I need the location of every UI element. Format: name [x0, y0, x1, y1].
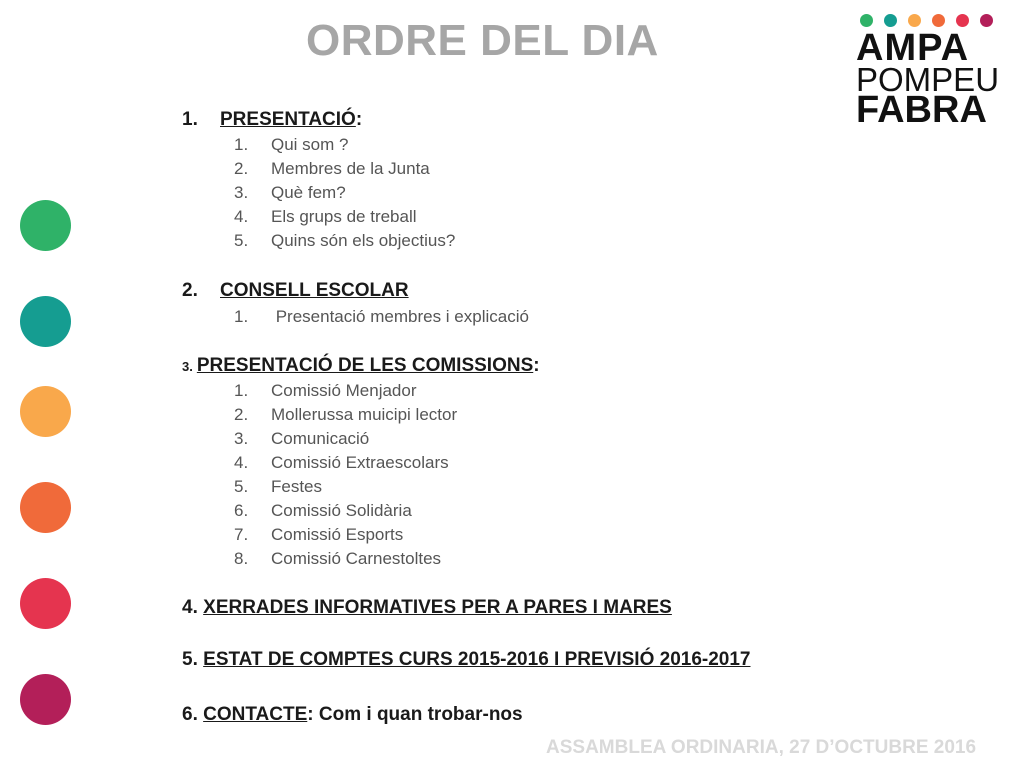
item-number: 4.	[234, 453, 249, 472]
list-item	[234, 159, 430, 179]
list-item	[234, 231, 455, 251]
logo-dot	[860, 14, 873, 27]
list-item	[234, 549, 441, 569]
section-heading: XERRADES INFORMATIVES PER A PARES I MARES	[203, 597, 672, 618]
section-suffix: : Com i quan trobar-nos	[307, 704, 523, 725]
section-number: 4.	[182, 597, 198, 618]
section-xerrades	[182, 597, 672, 619]
item-number: 1.	[234, 135, 249, 154]
section-number: 2.	[182, 280, 198, 301]
list-item	[234, 183, 346, 203]
item-number: 3.	[234, 183, 249, 202]
logo-dot	[956, 14, 969, 27]
logo-dots	[860, 14, 996, 27]
item-text: Festes	[271, 477, 323, 496]
section-presentacio	[182, 109, 362, 131]
item-text: Quins són els objectius?	[271, 231, 456, 250]
section-number: 6.	[182, 704, 198, 725]
item-number: 7.	[234, 525, 249, 544]
ampa-logo	[856, 14, 1000, 131]
item-text: Mollerussa muicipi lector	[271, 405, 458, 424]
item-number: 8.	[234, 549, 249, 568]
section-comissions	[182, 355, 540, 377]
section-contacte	[182, 704, 523, 726]
decorative-dot	[20, 674, 71, 725]
item-text: Comissió Menjador	[271, 381, 417, 400]
logo-line-2: POMPEU	[856, 61, 1000, 98]
section-heading: PRESENTACIÓ DE LES COMISSIONS	[196, 355, 534, 376]
decorative-dot	[20, 296, 71, 347]
logo-line-1: AMPA	[856, 27, 970, 69]
section-suffix: :	[533, 355, 540, 376]
item-text: Els grups de treball	[271, 207, 417, 226]
section-estat-comptes	[182, 649, 751, 671]
list-item	[234, 405, 457, 425]
logo-line-3: FABRA	[856, 89, 987, 131]
item-number: 4.	[234, 207, 249, 226]
section-consell-escolar	[182, 280, 409, 302]
section-number: 1.	[182, 109, 198, 130]
logo-dot	[884, 14, 897, 27]
item-number: 5.	[234, 477, 249, 496]
item-number: 3.	[234, 429, 249, 448]
decorative-dot	[20, 578, 71, 629]
page-title: ORDRE DEL DIA	[306, 16, 659, 65]
item-number: 1.	[234, 381, 249, 400]
list-item	[234, 307, 529, 327]
item-text: Membres de la Junta	[271, 159, 430, 178]
item-text: Comissió Carnestoltes	[271, 549, 442, 568]
item-text: Presentació membres i explicació	[271, 307, 529, 326]
item-number: 1.	[234, 307, 249, 326]
item-text: Comissió Esports	[271, 525, 404, 544]
section-number: 3.	[182, 359, 193, 374]
logo-dot	[980, 14, 993, 27]
item-text: Comissió Extraescolars	[271, 453, 449, 472]
item-text: Comissió Solidària	[271, 501, 412, 520]
item-number: 5.	[234, 231, 249, 250]
section-heading: CONSELL ESCOLAR	[220, 280, 409, 301]
item-text: Comunicació	[271, 429, 370, 448]
list-item	[234, 381, 417, 401]
list-item	[234, 135, 348, 155]
item-number: 2.	[234, 159, 249, 178]
list-item	[234, 207, 417, 227]
list-item	[234, 429, 369, 449]
section-heading: ESTAT DE COMPTES CURS 2015-2016 I PREVISIÓ 2016-2017	[203, 649, 751, 670]
section-heading: CONTACTE	[203, 704, 308, 725]
item-number: 6.	[234, 501, 249, 520]
list-item	[234, 501, 412, 521]
logo-dot	[908, 14, 921, 27]
list-item	[234, 477, 322, 497]
section-heading: PRESENTACIÓ	[220, 109, 356, 130]
list-item	[234, 453, 449, 473]
section-number: 5.	[182, 649, 198, 670]
item-number: 2.	[234, 405, 249, 424]
list-item	[234, 525, 403, 545]
item-text: Què fem?	[271, 183, 346, 202]
decorative-dot	[20, 482, 71, 533]
section-suffix: :	[355, 109, 363, 130]
footer-text: ASSAMBLEA ORDINARIA, 27 D’OCTUBRE 2016	[546, 737, 977, 758]
decorative-dot	[20, 386, 71, 437]
decorative-dot	[20, 200, 71, 251]
item-text: Qui som ?	[271, 135, 349, 154]
logo-dot	[932, 14, 945, 27]
